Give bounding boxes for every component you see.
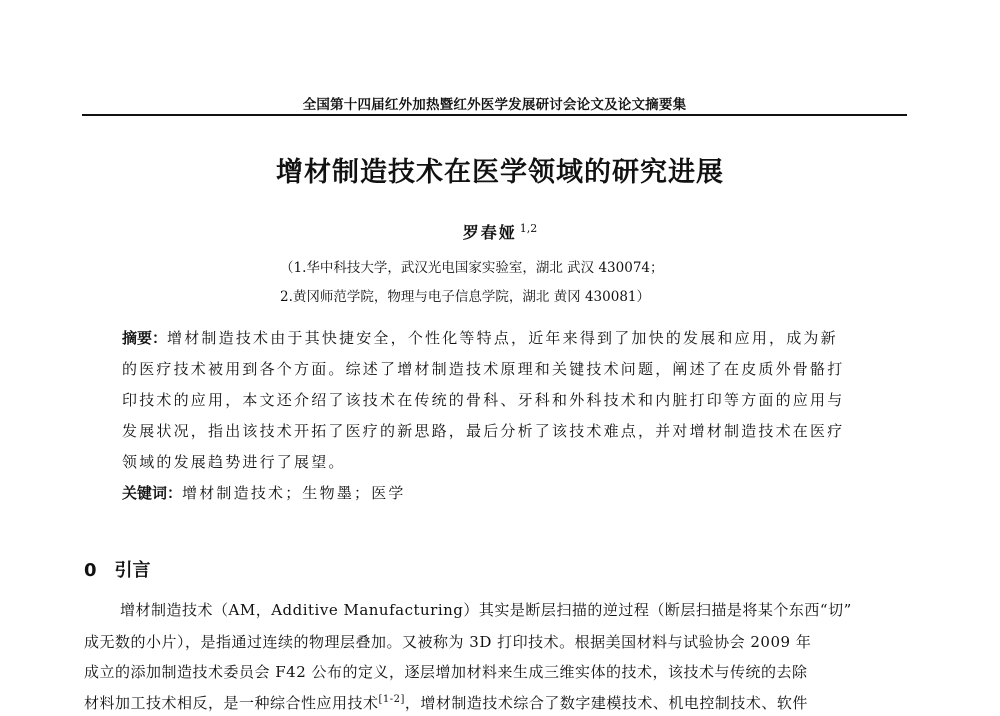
abstract-line: 发展状况，指出该技术开拓了医疗的新思路，最后分析了该技术难点，并对增材制造技术在医疗: [122, 422, 845, 440]
body-line: 成无数的小片），是指通过连续的物理层叠加。又被称为 3D 打印技术。根据美国材料与试验协会 2009 年: [84, 633, 812, 651]
body-line: [84, 692, 808, 713]
keywords-line: [122, 482, 406, 503]
abstract-text: 增材制造技术由于其快捷安全，个性化等特点，近年来得到了加快的发展和应用，成为新: [167, 329, 838, 347]
abstract-line: [122, 327, 838, 348]
section-number: 0: [84, 560, 97, 581]
author-name: 罗春娅: [462, 223, 517, 242]
affiliation-2: 2.黄冈师范学院，物理与电子信息学院，湖北 黄冈 430081）: [280, 289, 650, 305]
running-header: 全国第十四届红外加热暨红外医学发展研讨会论文及论文摘要集: [302, 97, 687, 113]
abstract-line: 领域的发展趋势进行了展望。: [122, 453, 346, 471]
header-rule: [82, 114, 907, 116]
body-text: ，增材制造技术综合了数字建模技术、机电控制技术、软件: [404, 694, 808, 712]
section-heading: [84, 556, 151, 582]
keywords-label: 关键词：: [122, 484, 183, 502]
author-affiliation-marks: 1,2: [519, 222, 538, 235]
body-line: 成立的添加制造技术委员会 F42 公布的定义，逐层增加材料来生成三维实体的技术，该技术与传统的去除: [84, 663, 808, 681]
section-title: 引言: [114, 560, 151, 581]
citation: [1-2]: [378, 694, 405, 705]
author-line: [0, 220, 1000, 243]
body-text: 材料加工技术相反，是一种综合性应用技术: [84, 694, 379, 712]
abstract-line: 的医疗技术被用到各个方面。综述了增材制造技术原理和关键技术问题，阐述了在皮质外骨骼打: [122, 360, 845, 378]
keywords-text: 增材制造技术；生物墨；医学: [182, 484, 406, 502]
abstract-label: 摘要：: [122, 329, 168, 347]
abstract-line: 印技术的应用，本文还介绍了该技术在传统的骨科、牙科和外科技术和内脏打印等方面的应用与: [122, 391, 845, 409]
paper-title: 增材制造技术在医学领域的研究进展: [276, 157, 724, 188]
affiliation-1: （1.华中科技大学，武汉光电国家实验室，湖北 武汉 430074；: [280, 260, 664, 276]
body-line: 增材制造技术（AM，Additive Manufacturing）其实是断层扫描的逆过程（断层扫描是将某个东西“切”: [120, 601, 852, 619]
